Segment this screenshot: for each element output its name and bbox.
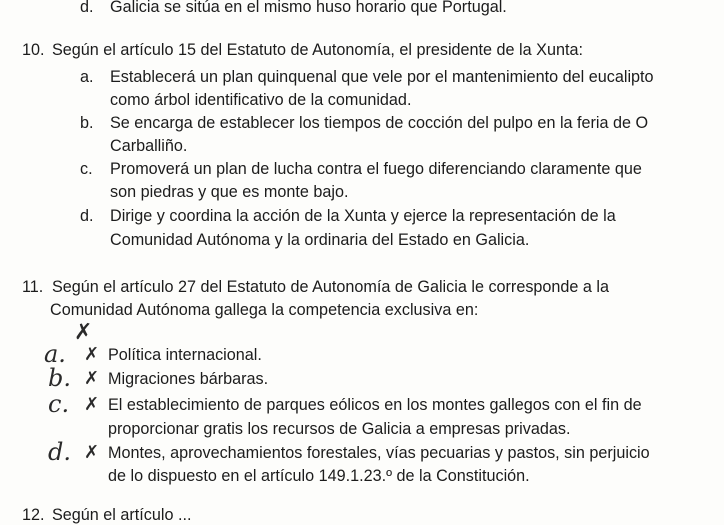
q10-option-a-line2: como árbol identificativo de la comunidad. [110,91,412,109]
crossed-letter-mark: ✗ [84,394,100,415]
q11-option-d-handwritten-letter: d. [48,438,71,466]
q10-option-d-line2: Comunidad Autónoma y la ordinaria del Estado en Galicia. [110,231,530,249]
q12-number: 12. [22,506,45,524]
q10-option-b-letter: b. [80,114,94,132]
q11-option-d-line2: de lo dispuesto en el artículo 149.1.23.º de la Constitución. [108,467,530,485]
q11-option-b-line1: Migraciones bárbaras. [108,370,269,388]
q12-stem-fragment: Según el artículo ... [52,506,192,524]
q11-stem-line2: Comunidad Autónoma gallega la competencia exclusiva en: [50,301,479,319]
q10-option-c-letter: c. [80,160,93,178]
q10-option-d-line1: Dirige y coordina la acción de la Xunta y ejerce la representación de la [110,207,616,225]
q10-stem: Según el artículo 15 del Estatuto de Autonomía, el presidente de la Xunta: [52,41,583,59]
q10-option-b-line1: Se encarga de establecer los tiempos de cocción del pulpo en la feria de O [110,114,649,132]
q10-option-c-line1: Promoverá un plan de lucha contra el fuego diferenciando claramente que [110,160,642,178]
q11-option-b-handwritten-letter: b. [48,364,71,392]
q10-option-d-letter: d. [80,207,94,225]
q11-option-c-line1: El establecimiento de parques eólicos en los montes gallegos con el fin de [108,396,642,414]
q10-option-b-line2: Carballiño. [110,137,188,155]
q11-stem-line1: Según el artículo 27 del Estatuto de Autonomía de Galicia le corresponde a la [52,278,610,296]
prev-option-letter: d. [80,0,94,16]
q10-option-c-line2: son piedras y que es monte bajo. [110,183,349,201]
q11-option-a-handwritten-letter: a. [44,340,66,368]
q11-number: 11. [22,278,44,296]
q10-option-a-line1: Establecerá un plan quinquenal que vele por el mantenimiento del eucalipto [110,68,654,86]
q11-option-c-line2: proporcionar gratis los recursos de Galicia a empresas privadas. [108,420,571,438]
q11-option-c-handwritten-letter: c. [48,390,70,418]
q11-option-a-line1: Política internacional. [108,346,262,364]
crossed-letter-mark: ✗ [84,344,100,365]
crossed-letter-mark: ✗ [84,442,100,463]
q10-number: 10. [22,41,45,59]
handwritten-cross-mark: ✗ [74,320,93,345]
crossed-letter-mark: ✗ [84,368,100,389]
prev-option-text: Galicia se sitúa en el mismo huso horario que Portugal. [110,0,507,16]
q11-option-d-line1: Montes, aprovechamientos forestales, vías pecuarias y pastos, sin perjuicio [108,444,650,462]
q10-option-a-letter: a. [80,68,94,86]
